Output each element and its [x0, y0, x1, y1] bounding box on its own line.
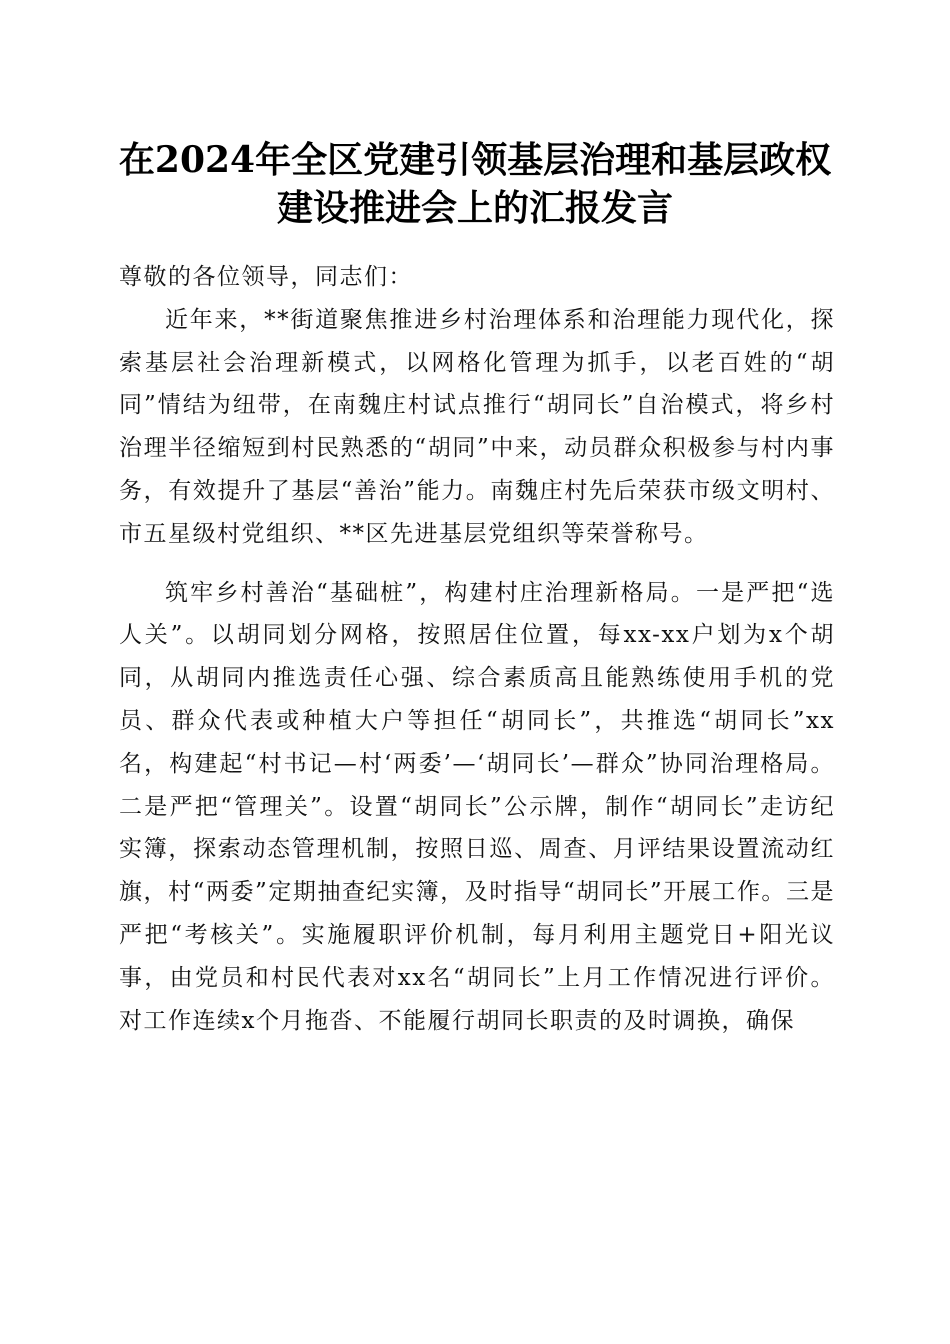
- paragraph-intro: 近年来，**街道聚焦推进乡村治理体系和治理能力现代化，探索基层社会治理新模式，以网格化管理为抓手，以老百姓的“胡同”情结为纽带，在南魏庄村试点推行“胡同长”自治模式，将乡村治理半径缩短到村民熟悉的“胡同”中来，动员群众积极参与村内事务，有效提升了基层“善治”能力。南魏庄村先后荣获市级文明村、市五星级村党组织、**区先进基层党组织等荣誉称号。: [119, 306, 835, 547]
- title-line-1: 在2024年全区党建引领基层治理和基层政权: [118, 139, 832, 181]
- title-line-2: 建设推进会上的汇报发言: [276, 187, 673, 229]
- document-title: [100, 136, 850, 232]
- document-body: [119, 256, 835, 1042]
- paragraph-foundation: 筑牢乡村善治“基础桩”，构建村庄治理新格局。一是严把“选人关”。以胡同划分网格，按照居住位置，每xx-xx户划为x个胡同，从胡同内推选责任心强、综合素质高且能熟练使用手机的党员、群众代表或种植大户等担任“胡同长”，共推选“胡同长”xx名，构建起“村书记—村‘两委’—‘胡同长’—群众”协同治理格局。二是严把“管理关”。设置“胡同长”公示牌，制作“胡同长”走访纪实簿，探索动态管理机制，按照日巡、周查、月评结果设置流动红旗，村“两委”定期抽查纪实簿，及时指导“胡同长”开展工作。三是严把“考核关”。实施履职评价机制，每月利用主题党日+阳光议事，由党员和村民代表对xx名“胡同长”上月工作情况进行评价。对工作连续x个月拖沓、不能履行胡同长职责的及时调换，确保: [119, 579, 835, 1034]
- salutation: 尊敬的各位领导，同志们：: [119, 264, 413, 290]
